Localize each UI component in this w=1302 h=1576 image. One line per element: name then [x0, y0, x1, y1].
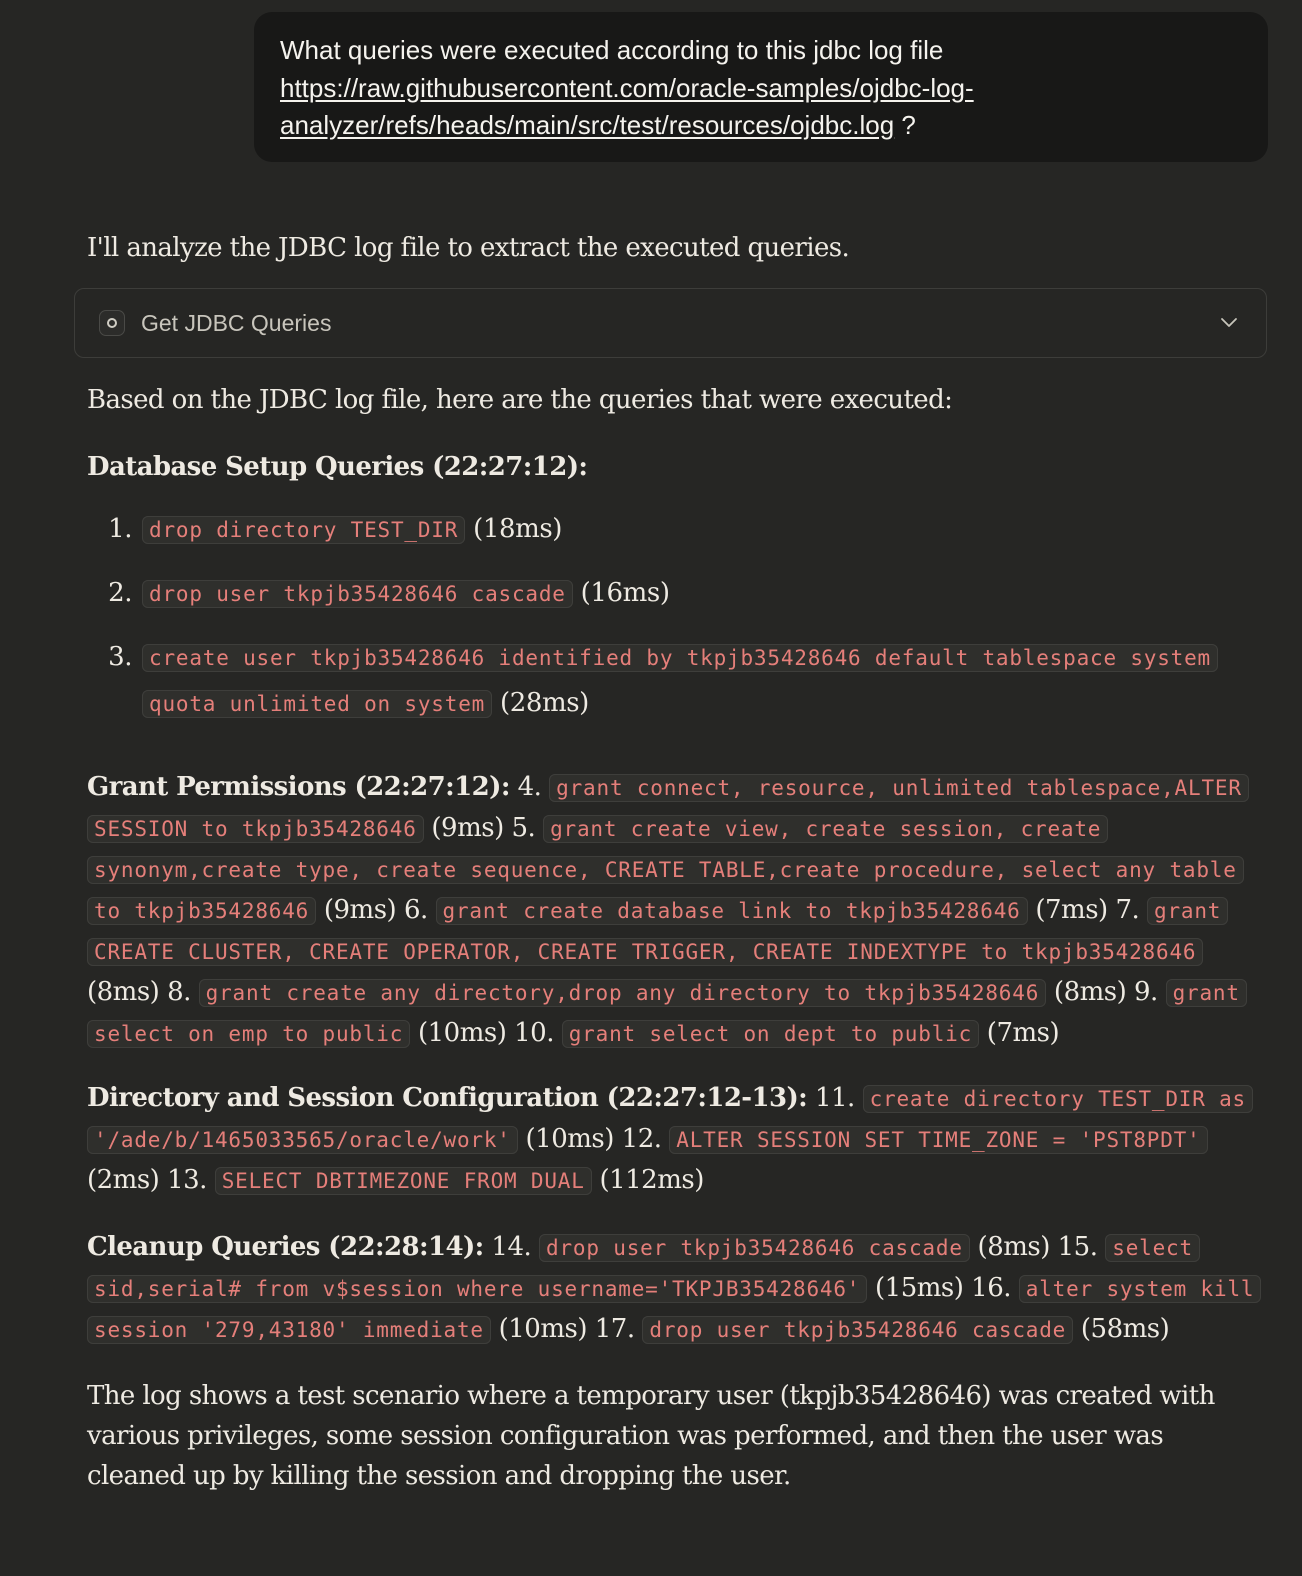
sql-code: grant select on dept to public — [562, 1020, 979, 1048]
query-number: 6. — [403, 895, 428, 925]
sql-code: grant create any directory,drop any directory to tkpjb35428646 — [199, 979, 1046, 1007]
query-duration: (9ms) — [323, 895, 397, 925]
user-message-text: What queries were executed according to this jdbc log file — [280, 35, 944, 65]
assistant-lead: Based on the JDBC log file, here are the queries that were executed: — [87, 385, 953, 415]
sql-code: drop user tkpjb35428646 cascade — [642, 1316, 1073, 1344]
section-heading-grant: Grant Permissions (22:27:12): — [87, 772, 510, 802]
tool-call-card[interactable] — [74, 288, 1267, 358]
query-duration: (9ms) — [431, 813, 504, 843]
list-item — [140, 507, 1267, 553]
grant-permissions-paragraph — [87, 767, 1267, 1054]
query-duration: (10ms) — [525, 1124, 614, 1154]
query-number: 14. — [491, 1232, 532, 1262]
sql-code: ALTER SESSION SET TIME_ZONE = 'PST8PDT' — [669, 1126, 1207, 1154]
sql-code: drop user tkpjb35428646 cascade — [142, 580, 573, 608]
setup-query-list — [87, 507, 1267, 727]
query-duration: (112ms) — [599, 1165, 704, 1195]
query-duration: (15ms) — [875, 1273, 964, 1303]
log-file-link[interactable]: https://raw.githubusercontent.com/oracle-samples/ojdbc-log-analyzer/refs/heads/main/src/test/resources/ojdbc.log — [280, 72, 974, 140]
query-duration: (58ms) — [1080, 1314, 1170, 1344]
section-heading-directory: Directory and Session Configuration (22:27:12-13): — [87, 1083, 808, 1113]
query-duration: (8ms) — [1053, 977, 1127, 1007]
query-number: 16. — [971, 1273, 1012, 1303]
sql-code: alter system kill session '279,43180' immediate — [87, 1275, 1261, 1344]
sql-code: create directory TEST_DIR as '/ade/b/1465033565/oracle/work' — [87, 1085, 1253, 1154]
section-heading-cleanup: Cleanup Queries (22:28:14): — [87, 1232, 484, 1262]
list-item — [140, 571, 1267, 617]
query-number: 15. — [1057, 1232, 1098, 1262]
user-message-suffix: ? — [894, 110, 916, 140]
query-number: 17. — [594, 1314, 635, 1344]
sql-code: grant create database link to tkpjb35428646 — [436, 897, 1028, 925]
directory-session-paragraph — [87, 1078, 1267, 1201]
sql-code: create user tkpjb35428646 identified by tkpjb35428646 default tablespace system quota unlimited on system — [142, 644, 1218, 718]
tool-call-label: Get JDBC Queries — [141, 310, 332, 336]
query-number: 8. — [167, 977, 191, 1007]
user-message-bubble — [254, 12, 1268, 162]
sql-code: grant select on emp to public — [87, 979, 1247, 1048]
assistant-response — [87, 222, 1267, 1496]
query-duration: (16ms) — [580, 578, 670, 608]
query-number: 12. — [621, 1124, 662, 1154]
query-number: 5. — [511, 813, 536, 843]
query-number: 10. — [514, 1018, 554, 1048]
query-duration: (8ms) — [977, 1232, 1050, 1262]
sql-code: drop user tkpjb35428646 cascade — [539, 1234, 970, 1262]
query-duration: (7ms) — [986, 1018, 1060, 1048]
cleanup-paragraph — [87, 1227, 1267, 1350]
query-number: 7. — [1115, 895, 1140, 925]
query-duration: (10ms) — [498, 1314, 587, 1344]
list-item — [140, 635, 1267, 727]
query-duration: (28ms) — [499, 688, 589, 718]
section-heading-setup: Database Setup Queries (22:27:12): — [87, 452, 588, 482]
sql-code: grant CREATE CLUSTER, CREATE OPERATOR, CREATE TRIGGER, CREATE INDEXTYPE to tkpjb35428646 — [87, 897, 1228, 966]
sql-code: grant connect, resource, unlimited tablespace,ALTER SESSION to tkpjb35428646 — [87, 774, 1249, 843]
query-number: 11. — [814, 1083, 855, 1113]
query-number: 13. — [167, 1165, 207, 1195]
query-number: 4. — [517, 772, 542, 802]
sql-code: grant create view, create session, create synonym,create type, create sequence, CREATE TABLE,create procedure, select any table to tkpjb35428646 — [87, 815, 1244, 925]
query-duration: (7ms) — [1035, 895, 1108, 925]
query-duration: (10ms) — [417, 1018, 507, 1048]
query-duration: (2ms) — [87, 1165, 160, 1195]
sql-code: drop directory TEST_DIR — [142, 516, 465, 544]
circle-icon — [99, 310, 125, 336]
summary-paragraph: The log shows a test scenario where a temporary user (tkpjb35428646) was created with various privileges, some session configuration was performed, and then the user was cleaned up by killing the session and dropping the user. — [87, 1381, 1215, 1491]
sql-code: SELECT DBTIMEZONE FROM DUAL — [215, 1167, 592, 1195]
query-duration: (8ms) — [87, 977, 160, 1007]
query-number: 9. — [1134, 977, 1158, 1007]
query-duration: (18ms) — [473, 514, 563, 544]
sql-code: select sid,serial# from v$session where username='TKPJB35428646' — [87, 1234, 1200, 1303]
chevron-down-icon[interactable] — [1218, 311, 1240, 333]
assistant-intro: I'll analyze the JDBC log file to extract the executed queries. — [87, 233, 850, 263]
